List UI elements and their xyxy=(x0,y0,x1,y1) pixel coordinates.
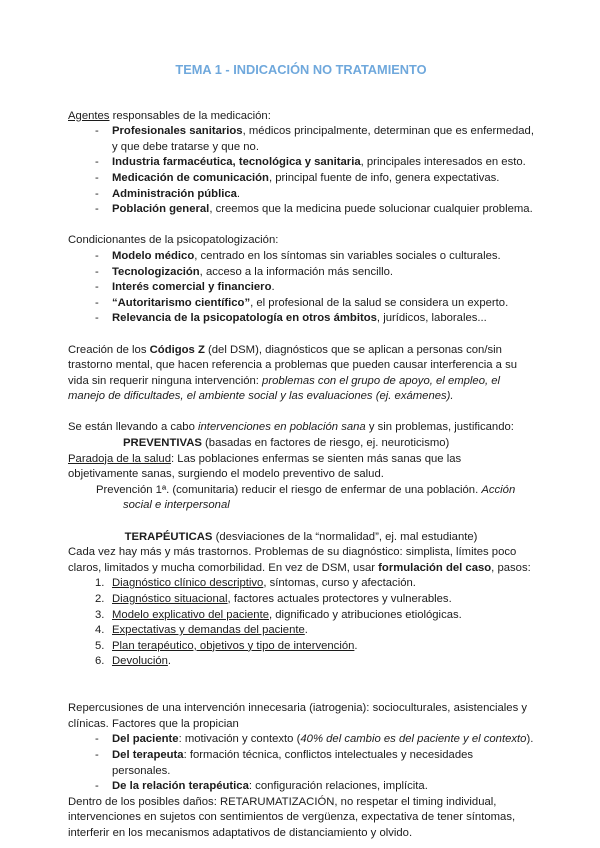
text-run: , médicos principalmente, determinan que es enfermedad, y que debe tratarse y que no. xyxy=(112,125,534,153)
text-run: Dentro de los posibles daños: RETARUMATIZACIÓN, no respetar el timing individual, intervenciones en sujetos con sentimientos de vergüenza, expectativa de tener síntomas, interferir en los mecanismos adaptativos de distanciamiento y olvido. xyxy=(68,795,516,839)
bullet-item xyxy=(68,311,534,327)
text-run: , síntomas, curso y afectación. xyxy=(263,577,416,590)
paragraph xyxy=(68,795,534,842)
bullet-marker: - xyxy=(95,265,99,278)
numbered-item xyxy=(68,608,534,624)
text-run: , el profesional de la salud se considera un experto. xyxy=(250,296,509,309)
bullet-marker: - xyxy=(95,187,99,200)
bullet-marker: - xyxy=(95,296,99,309)
page-title: TEMA 1 - INDICACIÓN NO TRATAMIENTO xyxy=(175,62,427,77)
paragraph xyxy=(68,483,534,514)
bullet-item xyxy=(68,296,534,312)
bullet-item xyxy=(68,280,534,296)
text-run: Se están llevando a cabo xyxy=(68,421,199,434)
bullet-item xyxy=(68,249,534,265)
text-run: “Autoritarismo científico” xyxy=(112,296,251,309)
number-marker: 1. xyxy=(95,577,105,590)
text-run: 40% del cambio es del paciente y el contexto xyxy=(300,733,527,746)
number-marker: 2. xyxy=(95,593,105,605)
text-run: formulación del caso xyxy=(378,561,492,574)
text-run: , centrado en los síntomas sin variables sociales o culturales. xyxy=(194,249,501,262)
text-run: , factores actuales protectores y vulnerables. xyxy=(227,593,452,605)
spacer xyxy=(68,405,534,421)
text-run: , pasos: xyxy=(491,561,531,574)
bullet-marker: - xyxy=(95,203,99,216)
paragraph xyxy=(68,109,534,125)
spacer xyxy=(68,514,534,530)
bullet-marker: - xyxy=(95,249,99,262)
text-run: Acción social e interpersonal xyxy=(123,483,516,512)
text-run: (basadas en factores de riesgo, ej. neuroticismo) xyxy=(201,437,450,450)
text-run: Condicionantes de la psicopatologización: xyxy=(68,234,279,247)
bullet-item xyxy=(68,779,534,795)
text-run: responsables de la medicación: xyxy=(109,109,271,122)
text-run: . xyxy=(167,655,172,668)
bullet-item xyxy=(68,202,534,218)
spacer xyxy=(68,686,534,702)
text-run: Prevención 1ª. (comunitaria) reducir el riesgo de enfermar de una población. xyxy=(96,483,482,496)
text-run: Modelo médico xyxy=(112,249,195,262)
spacer xyxy=(68,327,534,343)
text-run: , principales interesados en esto. xyxy=(360,156,526,169)
text-run: Administración pública xyxy=(112,187,237,200)
number-marker: 3. xyxy=(95,608,105,621)
paragraph xyxy=(68,436,534,452)
text-run: Tecnologización xyxy=(112,265,200,278)
bullet-item xyxy=(68,124,534,155)
text-run: Códigos Z xyxy=(149,343,205,356)
number-marker: 6. xyxy=(95,655,105,668)
bullet-marker: - xyxy=(95,156,99,169)
bullet-item xyxy=(68,265,534,281)
text-run: intervenciones en población sana xyxy=(198,421,366,434)
text-run: : formación técnica, conflictos intelectuales y necesidades personales. xyxy=(112,748,474,777)
text-run: TERAPÉUTICAS xyxy=(124,530,213,543)
text-run: Devolución xyxy=(112,655,168,668)
text-run: Diagnóstico clínico descriptivo xyxy=(112,577,264,590)
text-run: : configuración relaciones, implícita. xyxy=(248,780,428,793)
bullet-marker: - xyxy=(95,780,99,793)
bullet-marker: - xyxy=(95,281,99,294)
bullet-marker: - xyxy=(95,748,99,761)
text-run: De la relación terapéutica xyxy=(112,780,249,793)
bullet-item xyxy=(68,155,534,171)
bullet-marker: - xyxy=(95,733,99,746)
bullet-item xyxy=(68,732,534,748)
text-run: , dignificado y atribuciones etiológicas. xyxy=(269,608,462,621)
bullet-marker: - xyxy=(95,171,99,184)
text-run: Del terapeuta xyxy=(112,748,184,761)
number-marker: 5. xyxy=(95,639,105,652)
text-run: Cada vez hay más y más trastornos. Problemas de su diagnóstico: simplista, límites poco claros, limitados y mucha comorbilidad. En vez de DSM, usar xyxy=(68,546,517,574)
text-run: Del paciente xyxy=(112,733,179,746)
text-run: (del DSM), diagnósticos que se aplican a personas con/sin trastorno mental, que hacen referencia a problemas que pueden causar interferencia a su vida sin requerir ninguna intervención: xyxy=(68,343,518,387)
text-run: . xyxy=(236,187,241,200)
spacer xyxy=(68,670,534,686)
text-run: . xyxy=(271,281,275,294)
text-run: problemas con el grupo de apoyo, el empleo, el manejo de dificultades, el ambiente social y las evaluaciones (ej. exámenes). xyxy=(68,374,501,403)
text-run: . xyxy=(304,624,308,637)
text-run: , creemos que la medicina puede solucionar cualquier problema. xyxy=(209,203,533,216)
text-run: Plan terapéutico, objetivos y tipo de intervención xyxy=(112,639,355,652)
paragraph xyxy=(68,452,534,483)
text-run: Relevancia de la psicopatología en otros ámbitos xyxy=(112,312,377,325)
text-run: Creación de los xyxy=(68,343,150,356)
paragraph xyxy=(68,420,534,436)
bullet-marker: - xyxy=(95,312,99,325)
paragraph xyxy=(68,233,534,249)
paragraph xyxy=(68,545,534,576)
paragraph xyxy=(68,701,534,732)
spacer xyxy=(68,218,534,234)
text-run: Industria farmacéutica, tecnológica y sanitaria xyxy=(112,156,361,169)
text-run: Expectativas y demandas del paciente xyxy=(112,624,305,637)
number-marker: 4. xyxy=(95,624,105,637)
text-run: PREVENTIVAS xyxy=(123,437,202,450)
numbered-item xyxy=(68,623,534,639)
numbered-item xyxy=(68,576,534,592)
numbered-item xyxy=(68,592,534,608)
text-run: , jurídicos, laborales... xyxy=(376,312,487,325)
text-run: . xyxy=(354,639,358,652)
bullet-item xyxy=(68,748,534,779)
text-run: Profesionales sanitarios xyxy=(112,125,243,138)
text-run: : Las poblaciones enfermas se sienten más sanas que las objetivamente sanas, surgiendo el modelo preventivo de salud. xyxy=(68,452,462,481)
bullet-marker: - xyxy=(95,125,99,138)
text-run: Modelo explicativo del paciente xyxy=(112,608,269,621)
bullet-item xyxy=(68,171,534,187)
text-run: Paradoja de la salud xyxy=(68,452,172,465)
paragraph xyxy=(68,530,534,546)
paragraph xyxy=(68,343,534,405)
document-content xyxy=(68,109,534,842)
text-run: Población general xyxy=(112,203,210,216)
text-run: Medicación de comunicación xyxy=(112,171,269,184)
numbered-item xyxy=(68,639,534,655)
text-run: Agentes xyxy=(68,109,110,122)
text-run: Interés comercial y financiero xyxy=(112,281,272,294)
text-run: y sin problemas, justificando: xyxy=(365,421,514,434)
bullet-item xyxy=(68,187,534,203)
text-run: (desviaciones de la “normalidad”, ej. mal estudiante) xyxy=(212,530,478,543)
numbered-item xyxy=(68,654,534,670)
text-run: , acceso a la información más sencillo. xyxy=(199,265,394,278)
text-run: Diagnóstico situacional xyxy=(112,593,228,605)
text-run: , principal fuente de info, genera expectativas. xyxy=(268,171,500,184)
text-run: : motivación y contexto ( xyxy=(178,733,301,746)
text-run: Repercusiones de una intervención innecesaria (iatrogenia): socioculturales, asistenciales y clínicas. Factores que la propician xyxy=(68,702,528,730)
text-run: ). xyxy=(526,733,534,746)
